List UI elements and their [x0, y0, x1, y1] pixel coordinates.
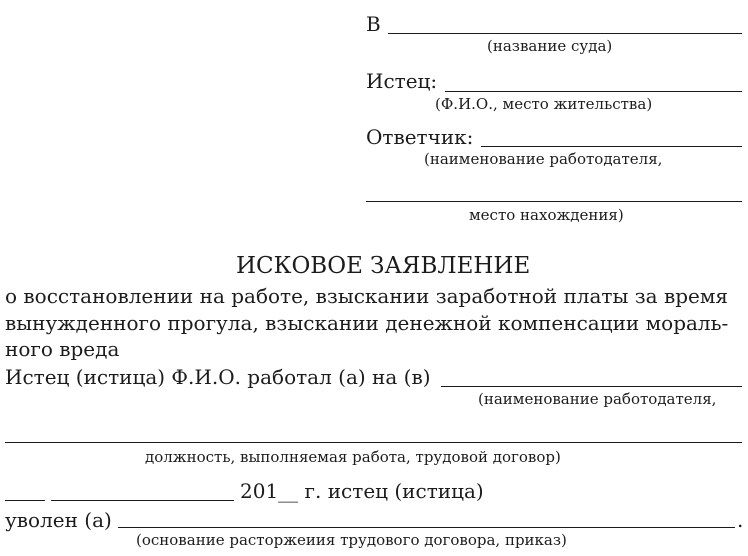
document-title: ИСКОВОЕ ЗАЯВЛЕНИЕ — [236, 253, 531, 279]
position-field-line[interactable] — [5, 442, 742, 443]
employer-hint: (наименование работодателя, — [478, 390, 717, 408]
court-field-line[interactable] — [388, 33, 742, 34]
grounds-hint: (основание расторжеиия трудового договора, приказ) — [136, 531, 567, 549]
plaintiff-hint: (Ф.И.О., место жительства) — [435, 95, 653, 113]
defendant-address-line[interactable] — [366, 201, 742, 202]
worked-text: Истец (истица) Ф.И.О. работал (а) на (в) — [5, 365, 431, 389]
position-hint: должность, выполняемая работа, трудовой договор) — [145, 448, 561, 466]
plaintiff-field-line[interactable] — [445, 91, 742, 92]
defendant-label: Ответчик: — [366, 125, 474, 149]
dismissed-end: . — [737, 508, 744, 532]
defendant-hint: (наименование работодателя, — [424, 150, 663, 168]
month-field-line[interactable] — [51, 500, 234, 501]
subject-line-1: о восстановлении на работе, взыскании заработной платы за время — [5, 284, 729, 308]
defendant-field-line[interactable] — [481, 146, 742, 147]
date-text: 201__ г. истец (истица) — [240, 479, 484, 503]
court-label: В — [366, 12, 381, 36]
day-field-line[interactable] — [5, 500, 45, 501]
subject-line-2: вынужденного прогула, взыскании денежной компенсации мораль- — [5, 311, 729, 335]
grounds-field-line[interactable] — [118, 527, 735, 528]
court-hint: (название суда) — [487, 37, 613, 55]
plaintiff-label: Истец: — [366, 69, 438, 93]
defendant-hint-2: место нахождения) — [469, 206, 624, 224]
employer-field-line[interactable] — [441, 386, 742, 387]
subject-line-3: ного вреда — [5, 337, 120, 361]
dismissed-text: уволен (а) — [5, 508, 112, 532]
